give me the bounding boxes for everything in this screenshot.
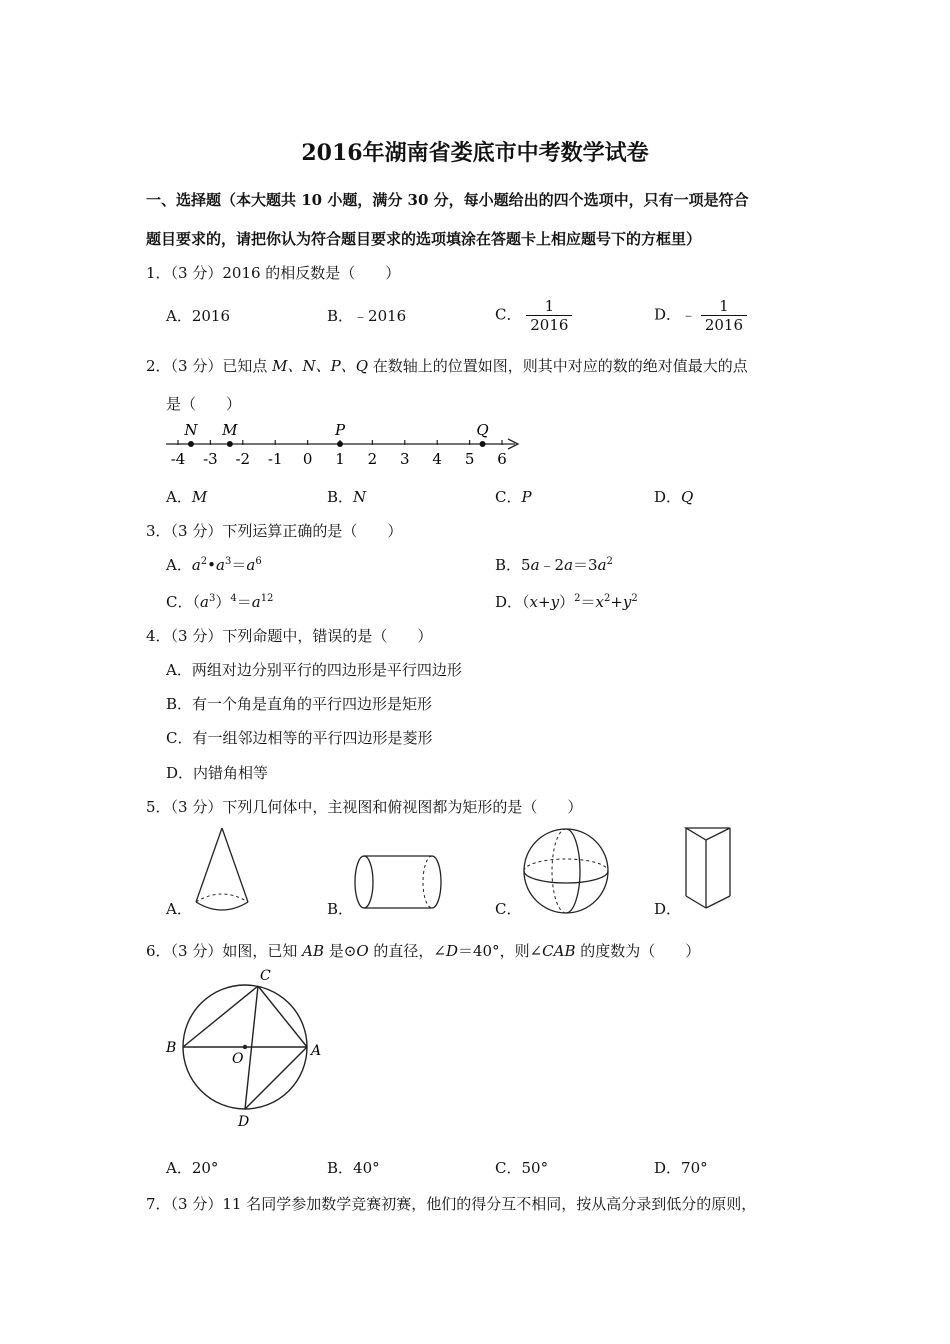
math-var: a [246, 556, 256, 574]
q2-option-b-label: B． [327, 488, 354, 506]
math-var: a [216, 556, 225, 574]
fraction-denominator: 2016 [704, 316, 743, 334]
number-line-tick-label: 3 [400, 450, 410, 468]
cone-figure [190, 824, 254, 916]
math-var: a [530, 556, 540, 574]
math-exp: 6 [255, 556, 262, 567]
math-op: • [207, 556, 217, 574]
q3-option-b[interactable] [495, 554, 613, 575]
number-line-tick-label: 4 [432, 450, 442, 468]
number-line-tick-label: -2 [235, 450, 251, 468]
q1-stem: 1．（3 分）2016 的相反数是（ ） [146, 264, 401, 282]
math-op: ＝ [231, 556, 247, 574]
q2-option-d-label: D． [654, 488, 682, 506]
q2-stem-line2: 是（ ） [166, 395, 242, 413]
q2-option-b[interactable] [327, 486, 366, 507]
number-line-point-q [480, 441, 486, 447]
math-var: a [200, 593, 209, 611]
number-line-point-label: N [184, 421, 198, 439]
math-exp: 2 [574, 593, 581, 604]
q1-option-c[interactable] [495, 297, 572, 334]
q6-stem-text: 是⊙ [323, 942, 357, 960]
q6-option-c[interactable]: C．50° [495, 1159, 549, 1177]
label-c: C [260, 968, 271, 984]
q6-stem-pre: 6．（3 分）如图，已知 [146, 942, 303, 960]
number-line-point-p [337, 441, 343, 447]
q1-option-c-label: C． [495, 305, 522, 324]
number-line-tick-label: 6 [497, 450, 507, 468]
math-op: ﹣2 [539, 556, 565, 574]
q3-option-b-label: B． [495, 556, 522, 574]
q3-stem: 3．（3 分）下列运算正确的是（ ） [146, 522, 403, 540]
math-exp: 2 [200, 556, 208, 567]
q6-stem-text: ＝40°，则∠ [458, 942, 543, 960]
number-line-tick-label: -3 [203, 450, 218, 468]
math-var: y [550, 593, 560, 611]
triangular-prism-figure [680, 822, 736, 914]
math-var: y [622, 593, 632, 611]
math-exp: 4 [230, 593, 237, 604]
number-line-point-label: M [222, 421, 238, 439]
math-coef: 5 [521, 556, 531, 574]
math-var: CAB [542, 942, 576, 960]
q2-number-line [160, 418, 530, 470]
math-var: O [356, 942, 369, 960]
q2-stem-vars: M、N、P、Q [272, 357, 368, 375]
math-op: ） [215, 593, 231, 611]
center-dot [243, 1045, 247, 1049]
q4-option-c[interactable]: C．有一组邻边相等的平行四边形是菱形 [166, 729, 433, 747]
q2-option-c-label: C． [495, 488, 522, 506]
q1-option-c-fraction [526, 297, 572, 334]
q6-stem-text: 的度数为（ ） [575, 942, 701, 960]
q2-option-b-value: N [353, 488, 367, 506]
number-line-tick-label: 1 [335, 450, 345, 468]
math-var: a [564, 556, 574, 574]
q3-option-a-label: A． [166, 556, 192, 574]
math-exp: 3 [208, 593, 216, 604]
q6-option-a[interactable]: A．20° [166, 1159, 219, 1177]
q1-option-d[interactable] [654, 297, 747, 334]
math-op: + [538, 593, 551, 611]
math-exp: 2 [606, 556, 613, 567]
fraction-numerator: 1 [701, 297, 747, 316]
q4-stem: 4．（3 分）下列命题中，错误的是（ ） [146, 627, 433, 645]
math-op: （ [522, 593, 530, 611]
q5-option-c[interactable]: C． [495, 900, 522, 918]
q2-stem [146, 355, 748, 376]
math-op: ＝ [580, 593, 596, 611]
math-op: ＝3 [573, 556, 598, 574]
q2-option-d[interactable] [654, 486, 693, 507]
q5-option-b[interactable]: B． [327, 900, 354, 918]
q3-option-c[interactable] [166, 591, 273, 612]
sphere-figure [518, 824, 614, 918]
segment-cb [183, 986, 258, 1047]
math-exp: 3 [224, 556, 232, 567]
q6-stem [146, 940, 700, 961]
math-exp: 2 [603, 593, 611, 604]
q2-option-d-value: Q [681, 488, 694, 506]
math-op: ＝ [236, 593, 252, 611]
math-exp: 12 [260, 593, 274, 604]
fraction-numerator: 1 [526, 297, 572, 316]
q2-stem-post: 在数轴上的位置如图，则其中对应的数的绝对值最大的点 [368, 357, 748, 375]
label-a: A [311, 1043, 322, 1059]
number-line-tick-label: 2 [367, 450, 378, 468]
q1-option-b[interactable]: B．﹣2016 [327, 307, 407, 325]
q2-stem-pre: 2．（3 分）已知点 [146, 357, 273, 375]
math-var: D [445, 942, 459, 960]
q6-circle-figure [160, 964, 330, 1130]
q6-stem-text: 的直径，∠ [368, 942, 446, 960]
q5-option-a[interactable]: A． [166, 900, 192, 918]
number-line-point-label: Q [476, 421, 489, 439]
math-op: + [610, 593, 623, 611]
q5-option-d[interactable]: D． [654, 900, 682, 918]
q2-option-a-label: A． [166, 488, 192, 506]
math-op: （ [192, 593, 200, 611]
number-line-point-label: P [334, 421, 346, 439]
label-o: O [232, 1051, 244, 1067]
q1-option-d-label: D．﹣ [654, 305, 697, 324]
number-line-tick-label: -4 [170, 450, 186, 468]
q3-option-d-label: D． [495, 593, 523, 611]
math-var: a [191, 556, 201, 574]
q3-option-a[interactable] [166, 554, 262, 575]
label-b: B [166, 1040, 177, 1056]
q2-option-a[interactable] [166, 486, 207, 507]
q2-option-c[interactable] [495, 486, 532, 507]
number-line-point-n [188, 441, 194, 447]
math-var: AB [302, 942, 324, 960]
q1-option-d-fraction [701, 297, 747, 334]
number-line-point-m [227, 441, 233, 447]
math-var: a [597, 556, 607, 574]
q1-option-a[interactable]: A．2016 [166, 307, 231, 325]
number-line-tick-label: 0 [302, 450, 313, 468]
page-title: 2016年湖南省娄底市中考数学试卷 [301, 140, 649, 166]
q3-option-c-label: C． [166, 593, 193, 611]
section-header-line1: 一、选择题（本大题共 10 小题，满分 30 分，每小题给出的四个选项中，只有一项是符合 [146, 191, 749, 209]
cylinder-figure [350, 850, 446, 914]
q2-option-a-value: M [191, 488, 208, 506]
math-op: ） [559, 593, 575, 611]
q5-stem: 5．（3 分）下列几何体中，主视图和俯视图都为矩形的是（ ） [146, 798, 583, 816]
q3-option-d[interactable] [495, 591, 638, 612]
segment-da [245, 1047, 307, 1109]
q4-option-b[interactable]: B．有一个角是直角的平行四边形是矩形 [166, 695, 433, 713]
label-d: D [238, 1114, 250, 1130]
section-header-line2: 题目要求的，请把你认为符合题目要求的选项填涂在答题卡上相应题号下的方框里） [146, 230, 702, 248]
math-var: x [595, 593, 604, 611]
q2-option-c-value: P [521, 488, 532, 506]
math-var: x [529, 593, 539, 611]
q4-option-d[interactable]: D．内错角相等 [166, 764, 269, 782]
number-line-tick-label: -1 [267, 450, 283, 468]
fraction-denominator: 2016 [530, 316, 569, 334]
q7-stem: 7．（3 分）11 名同学参加数学竞赛初赛，他们的得分互不相同，按从高分录到低分的原则， [146, 1195, 757, 1213]
math-exp: 2 [631, 593, 638, 604]
q6-option-b[interactable]: B．40° [327, 1159, 380, 1177]
number-line-tick-label: 5 [464, 450, 475, 468]
math-var: a [251, 593, 261, 611]
q6-option-d[interactable]: D．70° [654, 1159, 708, 1177]
q4-option-a[interactable]: A．两组对边分别平行的四边形是平行四边形 [166, 661, 462, 679]
